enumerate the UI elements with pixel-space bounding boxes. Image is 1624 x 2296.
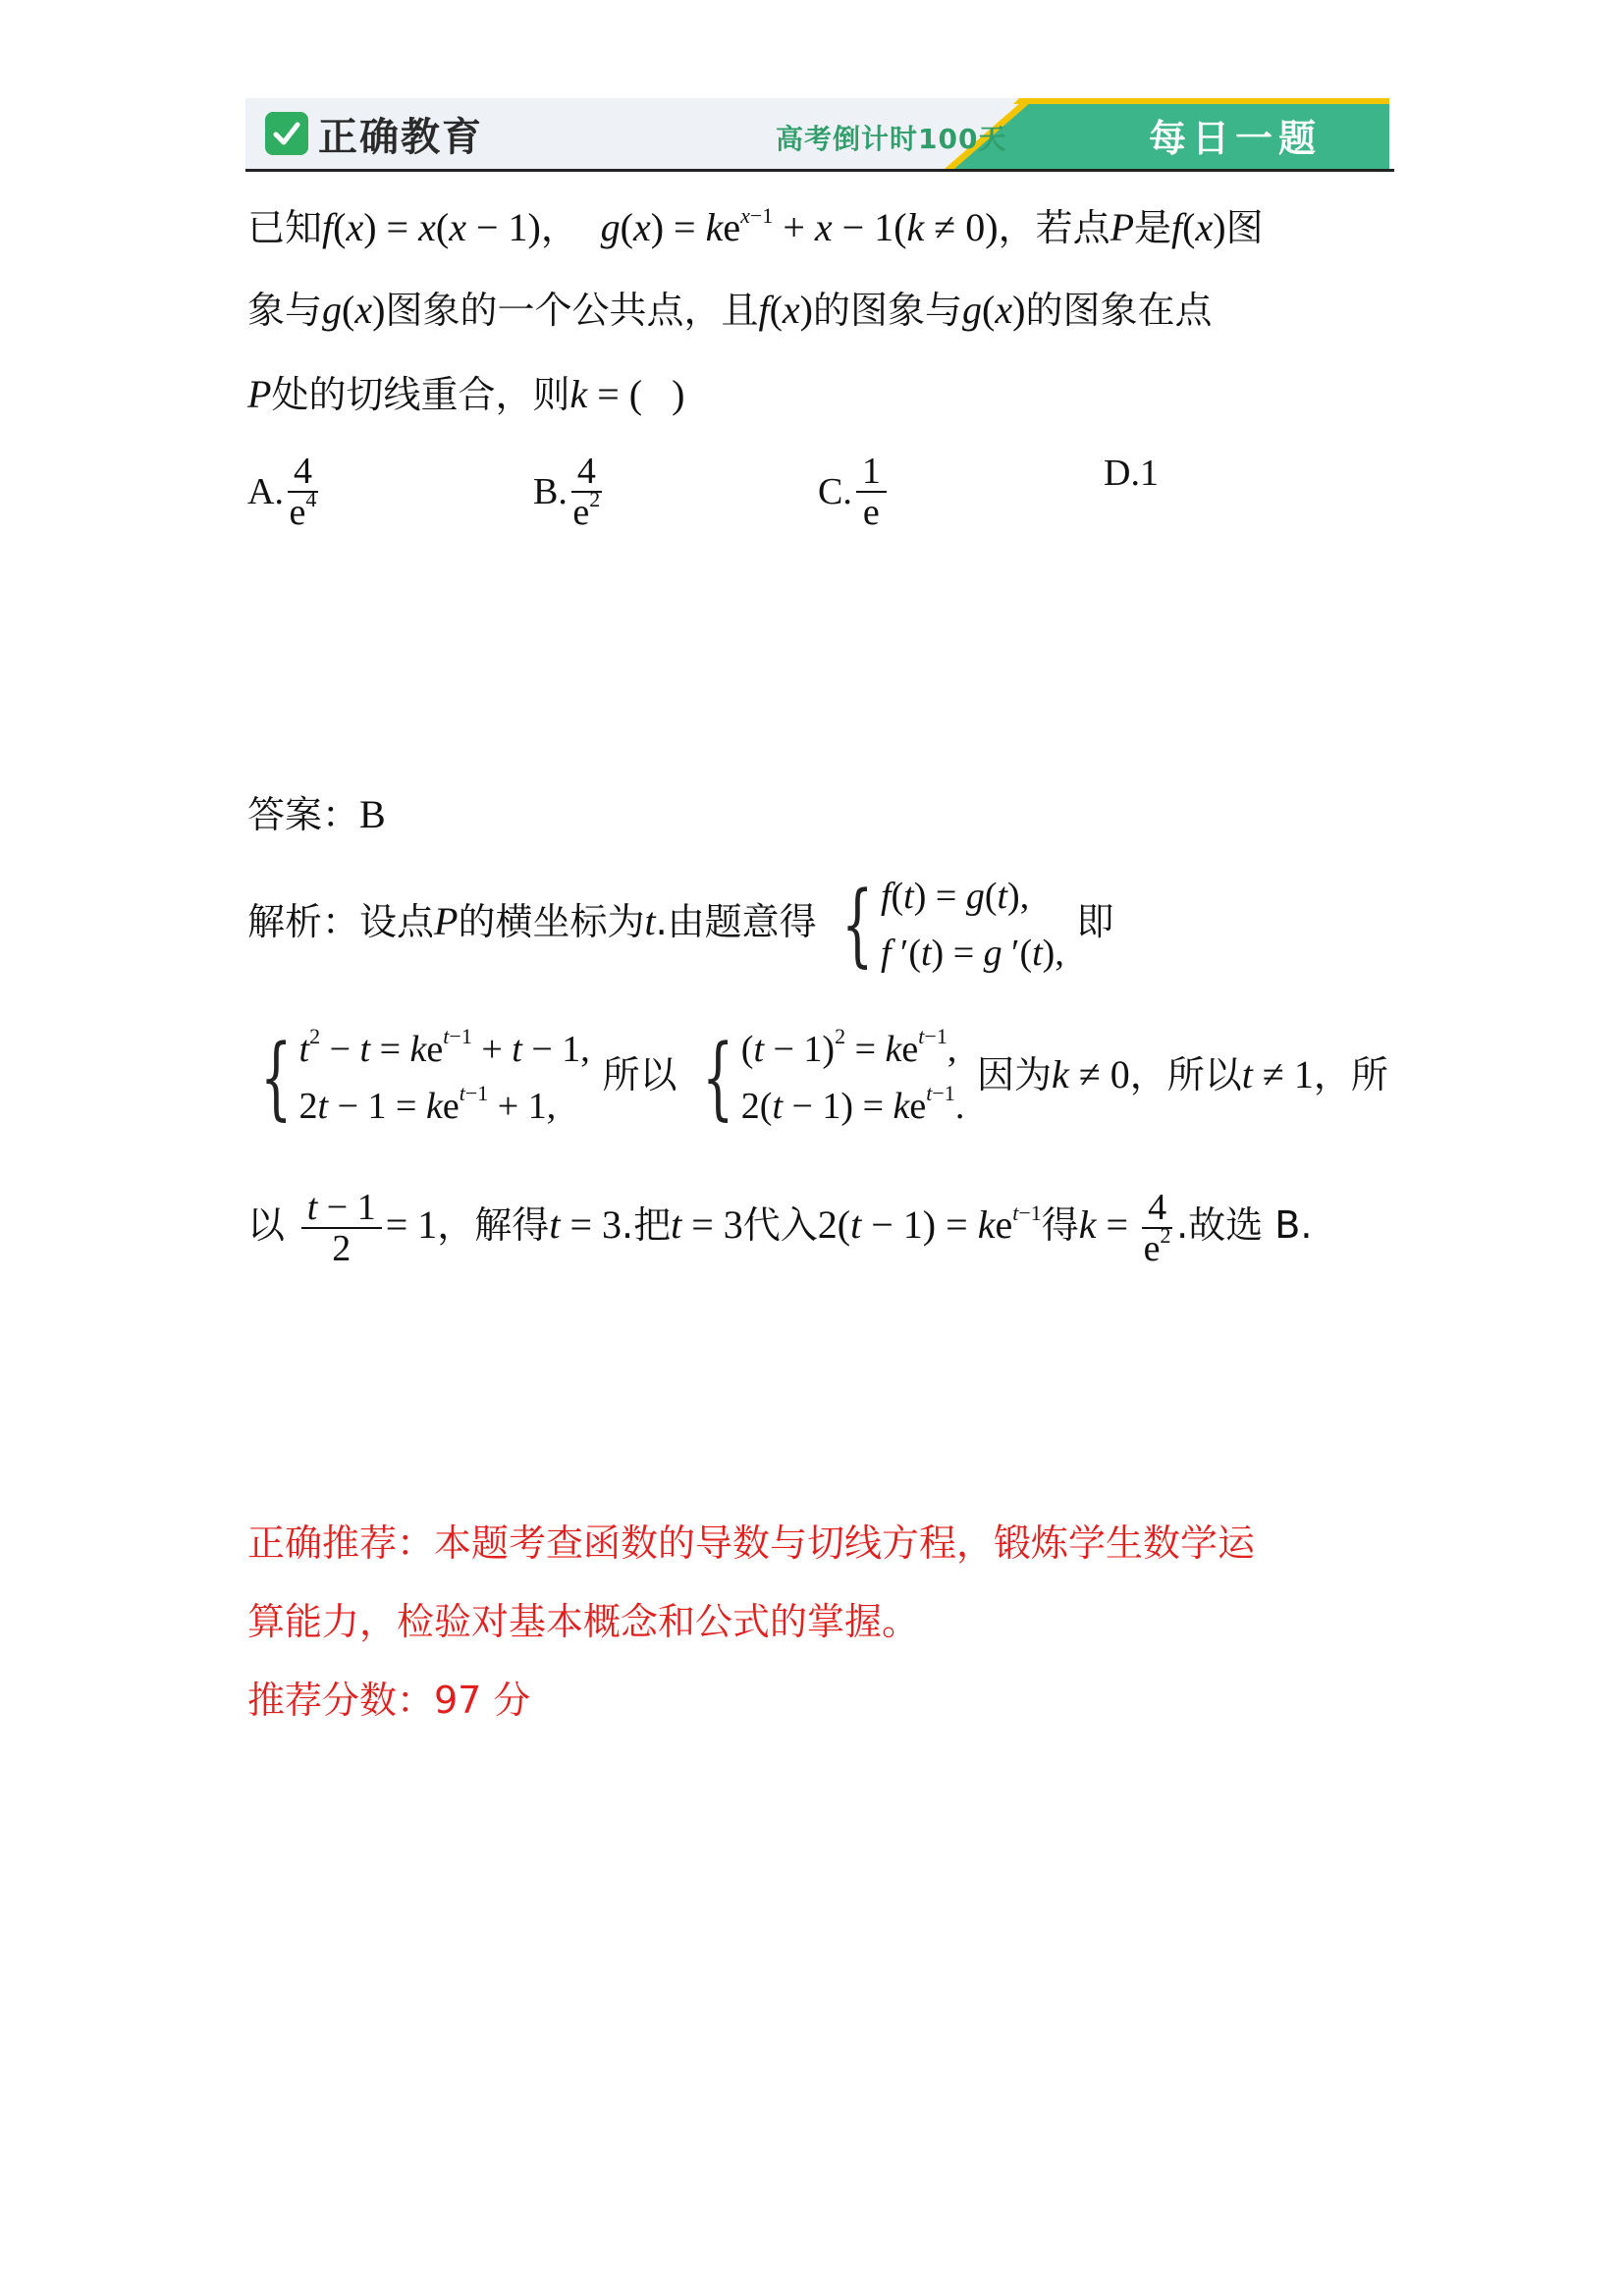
question-line-2: 象与g(x)图象的一个公共点，且f(x)的图象与g(x)的图象在点 bbox=[247, 288, 1213, 332]
analysis-line-2: { $t^2 - t = ke^{t-1} + t - 1$, $2t - 1 = ke^{t-1} + 1$, 所以 { $(t - 1)^2 = ke^{t-1}$, $2(t - 1) = ke^{t-1}$. 因为k ≠ 0，所以t ≠ 1，所 bbox=[247, 1021, 1388, 1135]
question-line-1: 已知f(x) = x(x − 1)， $g(x) = ke^{x-1} + x - 1(k \ne 0)$，若点P是f(x)图 bbox=[247, 203, 1264, 249]
analysis-line-3: 以 $\frac{t - 1}{2}$ = 1，解得t = 3.把t = 3代入$2(t - 1) = ke^{t-1}$得k = $\frac{4}{e^2}$ .故选 B. bbox=[247, 1187, 1313, 1269]
equation-system-2: { $t^2 - t = ke^{t-1} + t - 1$, $2t - 1 = ke^{t-1} + 1$, bbox=[260, 1024, 590, 1130]
check-icon bbox=[265, 112, 308, 155]
equation-system-3: { $(t - 1)^2 = ke^{t-1}$, $2(t - 1) = ke^{t-1}$. bbox=[702, 1024, 965, 1130]
choice-d: D.1 bbox=[1104, 453, 1159, 494]
brand bbox=[265, 108, 483, 159]
countdown-label: 高考倒计时100天 bbox=[776, 123, 1007, 155]
recommend-line-1: 正确推荐：本题考查函数的导数与切线方程，锻炼学生数学运 bbox=[247, 1522, 1256, 1565]
analysis-line-1: 解析：设点P的横坐标为t.由题意得 { f(t) = g(t), f ′(t) = g ′(t), 即 bbox=[247, 868, 1114, 982]
choice-c: C. $\frac{1}{e}$ bbox=[818, 452, 891, 532]
recommend-score: 推荐分数：97 分 bbox=[247, 1679, 531, 1722]
question-line-3: P处的切线重合，则k = ( ) bbox=[247, 372, 685, 416]
brand-name: 正确教育 bbox=[318, 114, 483, 160]
choice-a: A. $\frac{4}{e^4}$ bbox=[247, 451, 317, 533]
header-banner bbox=[245, 98, 1389, 169]
equation-system-1: { f(t) = g(t), f ′(t) = g ′(t), bbox=[841, 872, 1064, 977]
daily-question-label: 每日一题 bbox=[1149, 117, 1323, 160]
recommend-line-2: 算能力，检验对基本概念和公式的掌握。 bbox=[247, 1600, 920, 1643]
answer-line: 答案：B bbox=[247, 792, 386, 836]
header-divider bbox=[245, 169, 1394, 172]
choice-b: B. $\frac{4}{e^2}$ bbox=[533, 451, 601, 533]
